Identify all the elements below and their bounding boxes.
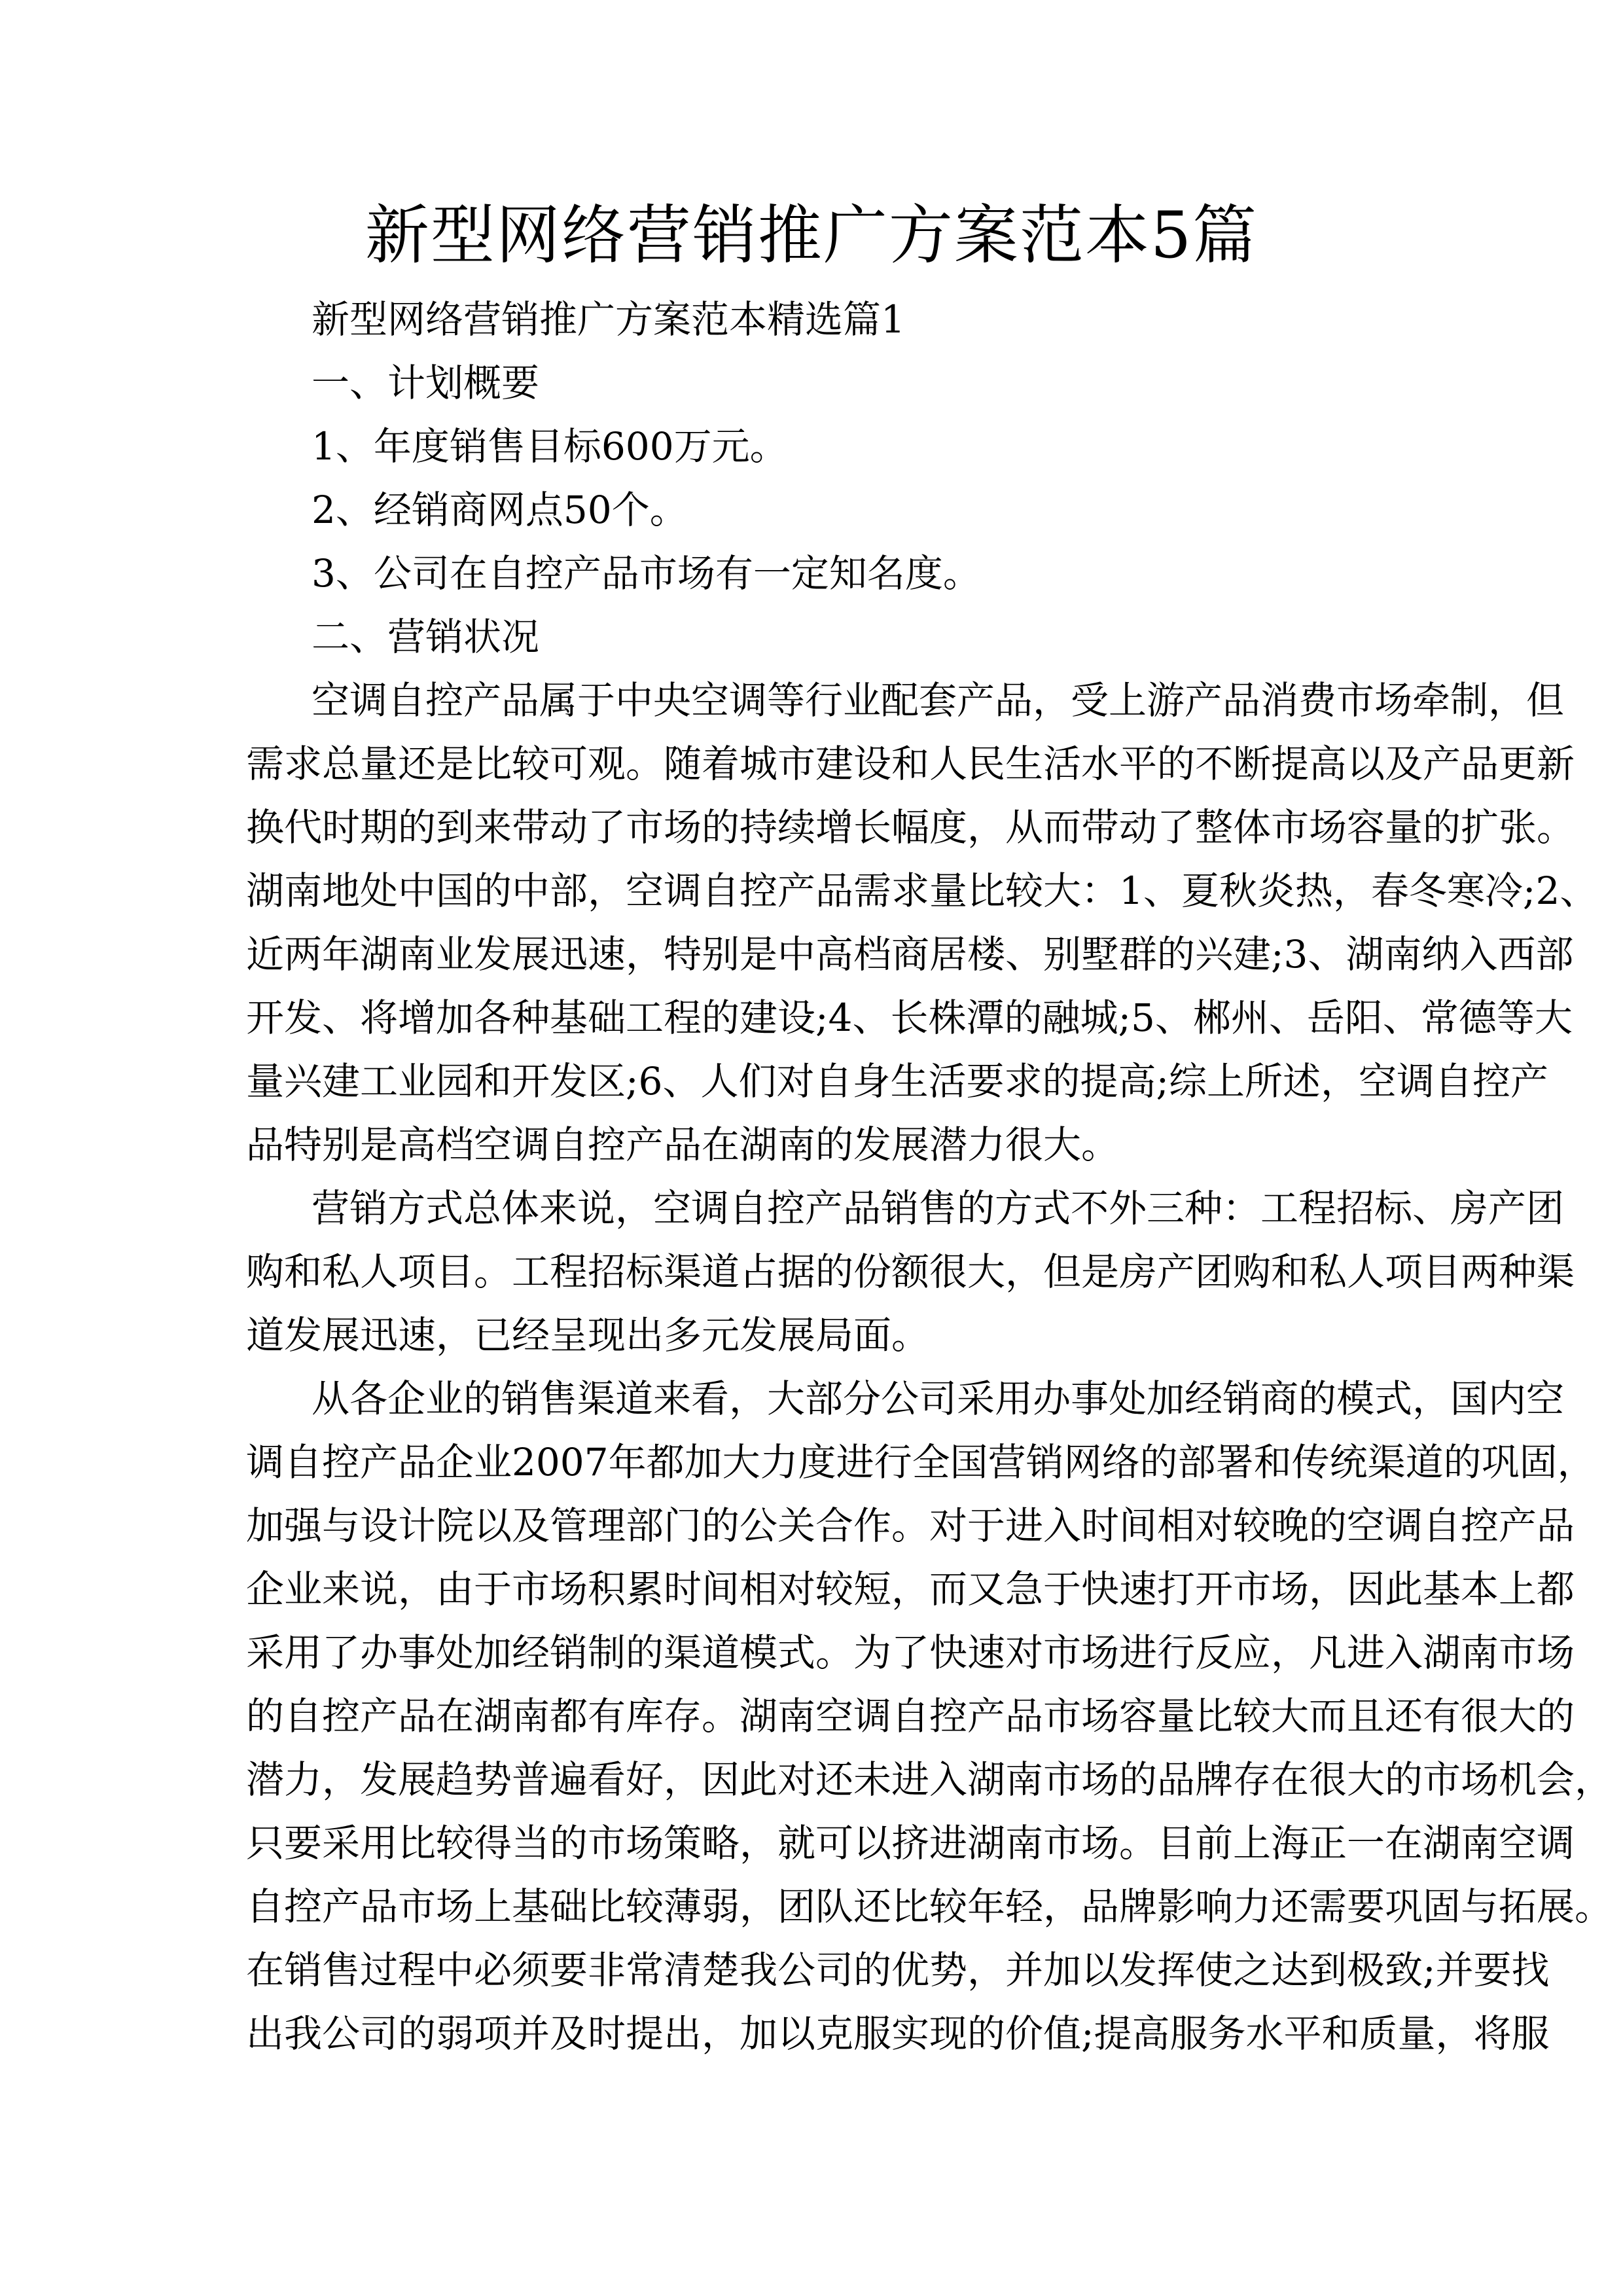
- list-item: 1、年度销售目标600万元。: [312, 424, 788, 469]
- subtitle: 新型网络营销推广方案范本精选篇1: [312, 297, 905, 342]
- paragraph-line: 自控产品市场上基础比较薄弱，团队还比较年轻，品牌影响力还需要巩固与拓展。: [246, 1884, 1613, 1929]
- paragraph-line: 企业来说，由于市场积累时间相对较短，而又急于快速打开市场，因此基本上都: [246, 1567, 1575, 1611]
- list-item: 2、经销商网点50个。: [312, 488, 688, 532]
- paragraph-line: 调自控产品企业2007年都加大力度进行全国营销网络的部署和传统渠道的巩固，: [246, 1440, 1596, 1484]
- paragraph-line: 换代时期的到来带动了市场的持续增长幅度，从而带动了整体市场容量的扩张。: [246, 805, 1575, 850]
- paragraph-line: 在销售过程中必须要非常清楚我公司的优势，并加以发挥使之达到极致;并要找: [246, 1948, 1550, 1992]
- paragraph-line: 从各企业的销售渠道来看，大部分公司采用办事处加经销商的模式，国内空: [312, 1376, 1565, 1421]
- paragraph-line: 道发展迅速，已经呈现出多元发展局面。: [246, 1313, 930, 1357]
- section-heading-marketing-status: 二、营销状况: [312, 615, 540, 659]
- paragraph-line: 近两年湖南业发展迅速，特别是中高档商居楼、别墅群的兴建;3、湖南纳入西部: [246, 932, 1574, 977]
- paragraph-line: 购和私人项目。工程招标渠道占据的份额很大，但是房产团购和私人项目两种渠: [246, 1249, 1575, 1294]
- paragraph-line: 需求总量还是比较可观。随着城市建设和人民生活水平的不断提高以及产品更新: [246, 742, 1575, 786]
- paragraph-line: 湖南地处中国的中部，空调自控产品需求量比较大：1、夏秋炎热，春冬寒冷;2、: [246, 869, 1598, 913]
- paragraph-line: 空调自控产品属于中央空调等行业配套产品，受上游产品消费市场牵制，但: [312, 678, 1565, 723]
- paragraph-line: 出我公司的弱项并及时提出，加以克服实现的价值;提高服务水平和质量，将服: [246, 2011, 1550, 2056]
- document-body: [246, 288, 1613, 2066]
- list-item: 3、公司在自控产品市场有一定知名度。: [312, 551, 981, 596]
- paragraph-line: 只要采用比较得当的市场策略，就可以挤进湖南市场。目前上海正一在湖南空调: [246, 1821, 1575, 1865]
- paragraph-line: 潜力，发展趋势普遍看好，因此对还未进入湖南市场的品牌存在很大的市场机会，: [246, 1757, 1613, 1802]
- paragraph-line: 采用了办事处加经销制的渠道模式。为了快速对市场进行反应，凡进入湖南市场: [246, 1630, 1575, 1675]
- section-heading-plan-overview: 一、计划概要: [312, 361, 540, 405]
- paragraph-line: 加强与设计院以及管理部门的公关合作。对于进入时间相对较晚的空调自控产品: [246, 1503, 1575, 1548]
- document-title: 新型网络营销推广方案范本5篇: [365, 198, 1258, 273]
- paragraph-line: 营销方式总体来说，空调自控产品销售的方式不外三种：工程招标、房产团: [312, 1186, 1565, 1230]
- paragraph-line: 的自控产品在湖南都有库存。湖南空调自控产品市场容量比较大而且还有很大的: [246, 1694, 1575, 1738]
- paragraph-line: 品特别是高档空调自控产品在湖南的发展潜力很大。: [246, 1122, 1120, 1167]
- paragraph-line: 量兴建工业园和开发区;6、人们对自身生活要求的提高;综上所述，空调自控产: [246, 1059, 1548, 1103]
- paragraph-line: 开发、将增加各种基础工程的建设;4、长株潭的融城;5、郴州、岳阳、常德等大: [246, 996, 1573, 1040]
